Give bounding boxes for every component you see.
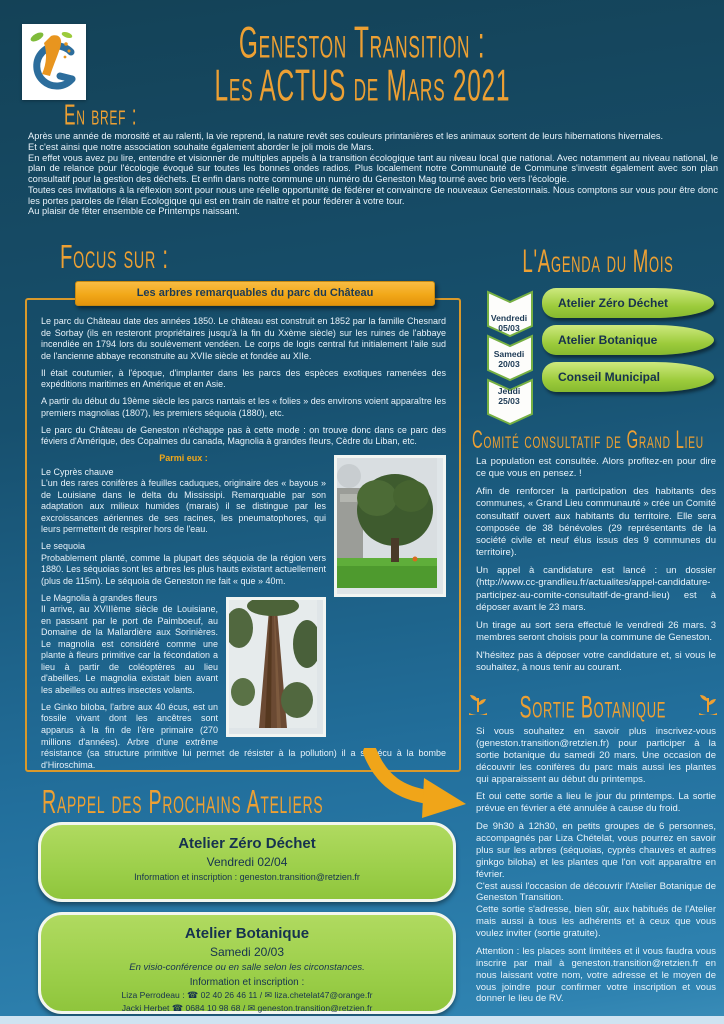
tree-title: Le sequoia <box>41 541 86 552</box>
sortie-section-heading: Sortie Botanique <box>468 690 718 719</box>
agenda-section-heading: L'Agenda du Mois <box>522 242 674 280</box>
sortie-paragraph: Si vous souhaitez en savoir plus inscrivez-vous (geneston.transition@retzien.fr) pour participer à la sortie botanique du samedi 20 mars. Une occasion de découvrir les conifères du parc mais aussi les plantes qui apparaissent au début du printemps. <box>476 726 716 785</box>
agenda-item: Conseil Municipal <box>542 362 714 392</box>
sequoia-tree-photo <box>226 597 326 737</box>
focus-paragraph: Le parc du Château de Geneston n'échappe pas à cette mode : on trouve donc dans ce parc des féviers d'Amérique, des Copalmes du canada, Magnolia à grandes fleurs, Cèdre du Liban, etc. <box>41 424 446 447</box>
title-line-1: Geneston Transition : <box>238 18 486 69</box>
workshop-date: Vendredi 02/04 <box>206 855 288 869</box>
workshop-note: En visio-conférence ou en salle selon les circonstances. <box>129 962 365 973</box>
en-bref-section-heading: En bref : <box>64 98 138 131</box>
comite-paragraph: N'hésitez pas à déposer votre candidature et, si vous le souhaitez, à nous tenir au courant. <box>476 650 716 674</box>
sprout-icon <box>468 693 488 717</box>
rappel-section-heading: Rappel des Prochains Ateliers <box>42 783 324 821</box>
en-bref-paragraph: Après une année de morosité et au ralenti, la vie reprend, la nature revêt ses couleurs printanières et les animaux sortent de leurs hibernations hivernales. <box>28 131 664 141</box>
sortie-paragraph: Et oui cette sortie a lieu le jour du printemps. La sortie prévue en février a été annulée à cause du froid. <box>476 791 716 815</box>
en-bref-paragraph: En effet vous avez pu lire, entendre et visionner de multiples appels à la transition écologique tant au niveau local que national. Avec notamment au niveau national, le plan de relance pour l'écologie évoqué sur toutes les bonnes ondes radios. Plus localement notre Communauté de Commune s'investit également avec son plan consultatif pour la gestion des déchets. Et enfin dans notre commune un numéro du Geneston Mag tourné avec brio vers l'écologie. <box>28 152 718 185</box>
mail-icon: ✉ <box>247 1002 256 1013</box>
workshop-contact: Jacki Herbet ☎ 0684 10 98 68 / ✉ geneston.transition@retzien.fr <box>121 1002 373 1013</box>
comite-paragraph: Afin de renforcer la participation des habitants des communes, « Grand Lieu communauté » crée un Comité consultatif ouvert aux habitants du territoire. Elle sera composée de 38 bénévoles (29 représentants de la société civile et neuf élus issus des 9 communes du territoire). <box>476 486 716 559</box>
workshop-card-botanique <box>38 912 456 1014</box>
workshop-card-zero-dechet <box>38 822 456 902</box>
phone-icon: ☎ <box>186 990 199 1000</box>
comite-paragraph: La population est consultée. Alors profitez-en pour dire ce que vous en pensez. ! <box>476 456 716 480</box>
workshop-info: Information et inscription : geneston.transition@retzien.fr <box>134 872 360 882</box>
tree-title: Le Magnolia à grandes fleurs <box>41 592 158 603</box>
comite-text <box>476 456 716 681</box>
agenda-date: Samedi 20/03 <box>493 349 525 369</box>
focus-banner: Les arbres remarquables du parc du Château <box>75 281 435 306</box>
title-line-2: Les ACTUS de Mars 2021 <box>214 61 510 111</box>
en-bref-paragraph: Et c'est ainsi que notre association souhaite également aborder le joli mois de Mars. <box>28 141 374 152</box>
logo-graphic <box>22 24 86 100</box>
tree-text: L'un des rares conifères à feuilles caduques, originaire des « bayous » de Louisiane dans le delta du Mississipi. Remarquable par son adaptation aux milieux humides (marais) il se distingue par les excroissances aériennes de ses racines, les pneumatophores, qui leurs permettent de respirer hors de l'eau. <box>41 478 326 535</box>
sortie-paragraph: Cette sortie s'adresse, bien sûr, aux habitués de l'Atelier mais aussi à tous les adhérents et à ceux que vous voulez inviter (sortie gratuite). <box>476 904 716 939</box>
sprout-icon <box>698 693 718 717</box>
focus-section-heading: Focus sur : <box>60 238 169 276</box>
geneston-transition-logo <box>22 24 86 100</box>
en-bref-paragraph: Au plaisir de fêter ensemble ce Printemps naissant. <box>28 206 240 217</box>
focus-paragraph: Il était coutumier, à l'époque, d'implanter dans les parcs des espèces exotiques ramenées des expéditions maritimes en Amérique et en Asie. <box>41 367 446 390</box>
en-bref-text <box>28 131 718 217</box>
comite-section-heading: Comité consultatif de Grand Lieu <box>472 427 704 455</box>
mail-icon: ✉ <box>264 990 273 1000</box>
agenda-list <box>484 288 716 438</box>
workshop-date: Samedi 20/03 <box>209 945 285 959</box>
focus-paragraph: Le parc du Château date des années 1850. Le château est construit en 1852 par la famille Chesnard de Sorbay (ils en resteront propriétaires jusqu'à la fin du Xxème siècle) sur les ruines de l'abbaye incendiée en 1794 lors du soulèvement vendéen. Le corps de logis central fut initialement l'aile sud de l'ancienne abbaye reconstruite au XVIIe siècle et fondée au XIIe. <box>41 316 446 361</box>
tree-text: Probablement planté, comme la plupart des séquoia de la région vers 1880. Les séquoias sont les arbres les plus hauts existant actuellement (plus de 115m). Le séquoia de Geneston ne fait « que » 40m. <box>41 552 326 586</box>
tree-text: Il arrive, au XVIIIème siècle de Louisiane, en passant par le port de Paimboeuf, au Domaine de la Mallardière aux Sorinières. Le magnolia est considéré comme une plante à fleurs primitive car la fécondation a lieu à partir de coléoptères au lieu d'abeilles. Le magnolia existait bien avant les abeilles ou autres insectes volants. <box>41 604 218 695</box>
sortie-paragraph: Attention : les places sont limitées et il vous faudra vous inscrire par mail à geneston.transition@retzien.fr en nous laissant votre nom, votre adresse et le moyen de vous joindre pour confirmer votre inscription et vous donner le lieu de RV. <box>476 945 716 1005</box>
agenda-date: Vendredi 05/03 <box>490 313 528 333</box>
sortie-text <box>476 726 716 1011</box>
workshop-title: Atelier Zéro Déchet <box>178 835 316 852</box>
focus-paragraph: A partir du début du 19ème siècle les parcs nantais et les « folies » des environs voient apparaître les premiers magnolias (1807), les premiers séquoia (1880), etc. <box>41 396 446 418</box>
en-bref-paragraph: Toutes ces invitations à la réflexion sont pour nous une réelle opportunité de fédérer et convaincre de nouveaux Genestonnais. Nous comptons sur vous pour être donc les portes paroles de l'élan Ecologique qui est en train de naitre et pour fédérer à votre tour. <box>28 184 718 206</box>
footer-strip <box>0 1016 724 1024</box>
agenda-item: Atelier Zéro Déchet <box>542 288 714 318</box>
sortie-paragraph: C'est aussi l'occasion de découvrir l'Atelier Botanique de Geneston Transition. <box>476 880 716 904</box>
phone-icon: ☎ <box>171 1002 184 1013</box>
comite-paragraph: Un appel à candidature est lancé : un dossier (http://www.cc-grandlieu.fr/actualites/appel-candidature-participez-au-comite-consultatif-de-grand-lieu) est à déposer avant le 23 mars. <box>476 565 716 613</box>
parmi-eux-label: Parmi eux : <box>159 453 208 464</box>
agenda-item: Atelier Botanique <box>542 325 714 355</box>
workshop-contact: Liza Perrodeau : ☎ 02 40 26 46 11 / ✉ liza.chetelat47@orange.fr <box>121 990 373 1000</box>
focus-article-box <box>25 287 461 772</box>
tree-title: Le Cyprès chauve <box>41 466 114 477</box>
ginko-text: Le Ginko biloba, l'arbre aux 40 écus, est un fossile vivant dont les ancêtres sont apparus à la fin de l'ère primaire (270 millions d'années). Arbre d'une extrême résistance (sa structure primitive lui permet de résister à la pollution) il a survécu à la bombe d'Hiroschima. <box>41 701 446 770</box>
comite-paragraph: Un tirage au sort sera effectué le vendredi 26 mars. 3 membres seront choisis pour la commune de Geneston. <box>476 619 716 644</box>
cypress-tree-photo <box>334 455 446 597</box>
newsletter-title <box>152 16 572 111</box>
workshop-title: Atelier Botanique <box>184 925 310 942</box>
sortie-paragraph: De 9h30 à 12h30, en petits groupes de 6 personnes, accompagnés par Liza Chételat, vous pourrez en savoir plus sur les arbres (séquoias, cyprès chauves et autres ginkgo biloba) et les plantes que l'on voit apparaître en février. <box>476 821 716 880</box>
workshop-info-label: Information et inscription : <box>189 977 305 988</box>
agenda-date: Jeudi 25/03 <box>497 386 521 406</box>
